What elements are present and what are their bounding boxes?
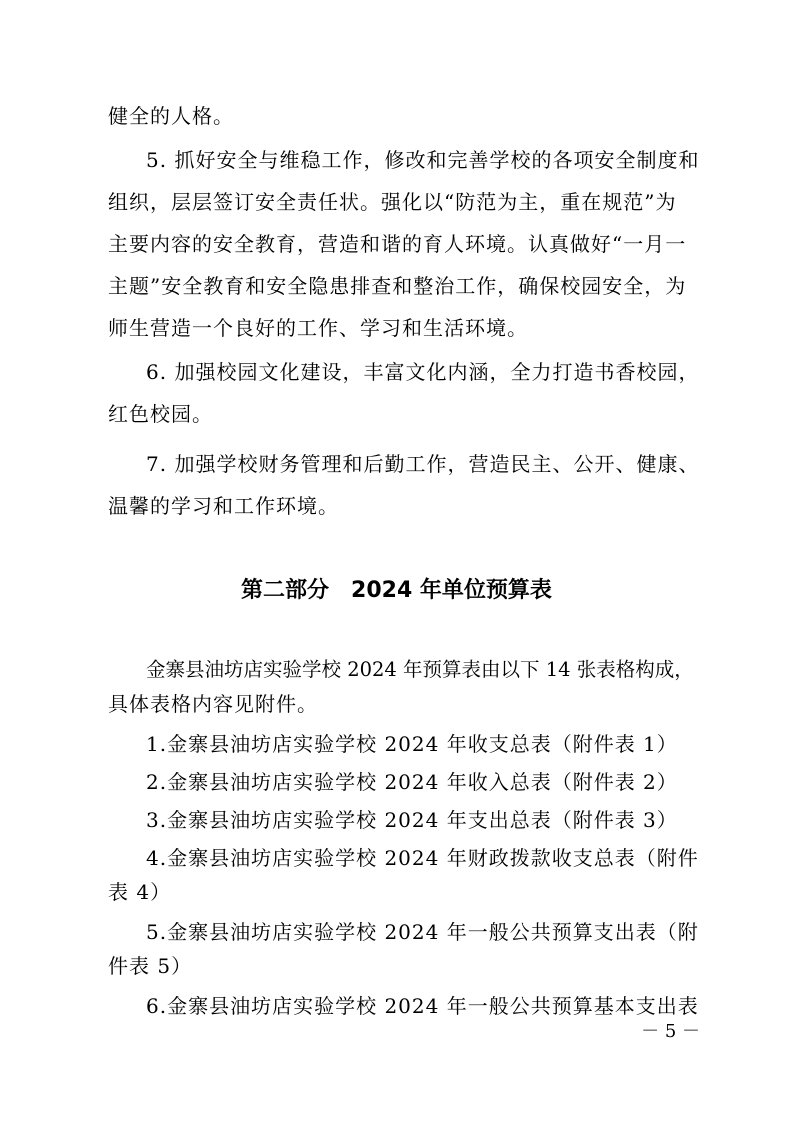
intro-line: 具体表格内容见附件。 (108, 692, 318, 716)
page-number: － 5 － (641, 1021, 700, 1042)
paragraph-line: 5. 抓好安全与维稳工作，修改和完善学校的各项安全制度和 (146, 148, 700, 172)
paragraph-line: 红色校园。 (108, 402, 213, 426)
paragraph-line: 主要内容的安全教育，营造和谐的育人环境。认真做好“一月一 (108, 232, 687, 256)
intro-line: 金寨县油坊店实验学校 2024 年预算表由以下 14 张表格构成， (146, 658, 694, 681)
list-item: 1.金寨县油坊店实验学校 2024 年收支总表（附件表 1） (146, 732, 678, 756)
paragraph-line: 6. 加强校园文化建设，丰富文化内涵，全力打造书香校园， (146, 360, 700, 384)
list-item-continuation: 件表 5） (108, 954, 193, 978)
paragraph-line: 主题”安全教育和安全隐患排查和整治工作，确保校园安全，为 (108, 274, 687, 298)
paragraph-line: 7. 加强学校财务管理和后勤工作，营造民主、公开、健康、 (146, 452, 700, 476)
list-item-continuation: 表 4） (108, 880, 172, 904)
section-title: 第二部分 2024 年单位预算表 (241, 578, 552, 603)
paragraph-line: 健全的人格。 (108, 104, 234, 128)
list-item: 2.金寨县油坊店实验学校 2024 年收入总表（附件表 2） (146, 770, 678, 794)
paragraph-line: 温馨的学习和工作环境。 (108, 494, 339, 518)
list-item: 5.金寨县油坊店实验学校 2024 年一般公共预算支出表（附 (146, 920, 699, 944)
list-item: 6.金寨县油坊店实验学校 2024 年一般公共预算基本支出表 (146, 994, 699, 1018)
list-item: 4.金寨县油坊店实验学校 2024 年财政拨款收支总表（附件 (146, 846, 699, 870)
paragraph-line: 组织，层层签订安全责任状。强化以“防范为主，重在规范”为 (108, 190, 677, 214)
list-item: 3.金寨县油坊店实验学校 2024 年支出总表（附件表 3） (146, 808, 678, 832)
paragraph-line: 师生营造一个良好的工作、学习和生活环境。 (108, 316, 528, 340)
